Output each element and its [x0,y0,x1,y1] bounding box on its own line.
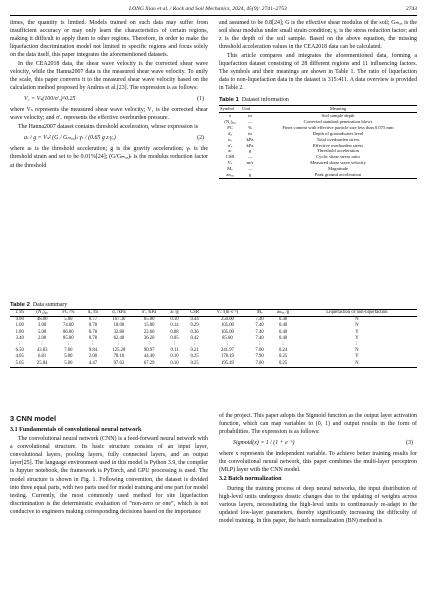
table-cell: N [355,323,359,329]
table-cell: 0.25 [190,360,199,366]
table-cell: 1.80 [15,329,24,335]
table-cell: 7.40 [255,317,264,323]
table-header: FC /% [62,310,75,315]
table-cell: 0.29 [190,323,199,329]
table-cell: Depth of groundwater level [312,130,364,136]
table-cell: m [248,130,252,136]
table-cell: 0.10 [170,360,179,366]
right-column [219,19,417,179]
table-cell: 2.00 [38,335,47,341]
table-cell: 74.00 [63,323,74,329]
table-cell: 2.00 [88,354,98,360]
table-cell: g [248,171,252,177]
paragraph: where Vₛ represents the measured shear wave velocity; V₁ is the corrected shear wave velocity; and σ′ᵥ represents the effective overburden pressure. [10,107,208,122]
table-cell: Total overburden stress [316,136,360,142]
table-row [219,125,417,131]
table-cell: 5.05 [15,360,24,366]
table-cell: 90.97 [143,348,155,354]
table-cell: 44.40 [143,354,155,360]
table-row [10,361,417,368]
running-header [10,6,417,12]
table-cell: 15.80 [143,323,155,329]
table-cell: 5.00 [64,317,73,323]
table-cell: 0.25 [190,354,199,360]
table-header: Symbol [220,106,235,112]
table-cell: m [248,113,252,119]
table-cell: 7.90 [255,354,264,360]
section-title: 3 CNN model [10,414,56,423]
table-cell: 6.50 [15,348,24,354]
table-cell: Effective overburden stress [312,142,364,148]
table-cell: 0.24 [278,348,288,354]
table-title: Dataset information [241,97,289,104]
table-cell: — [247,119,253,125]
table-cell: Cyclic shear stress ratio [316,154,360,160]
table-cell: 7.40 [255,335,264,341]
table-cell: Measured shear wave velocity [310,160,366,166]
table-cell: 4.05 [15,354,24,360]
table-cell: 4.47 [88,360,98,366]
equation-1 [10,95,208,103]
table-header: dₓ /m [88,310,98,315]
table-cell: ⋮ [90,342,96,348]
table-cell: Peak ground acceleration [314,171,362,177]
table-header: Unit [242,106,251,112]
table-cell: 241.97 [220,348,234,354]
table-cell: m/s [246,160,254,166]
table-cell: ⋮ [172,342,177,348]
table-cell: ⋮ [225,342,230,348]
equation-2 [10,134,208,142]
paragraph: where aₜ is the threshold acceleration; g is the gravity acceleration; γₜ is the threshold strain and set to be 0.01%[24]; (G/Gₘₐₓ)ₜ is the modulus reduction factor at the threshold [10,146,208,169]
table-cell: 105.00 [220,329,234,335]
table-cell: 178.19 [220,354,234,360]
table-cell: Magnitude [328,166,348,172]
table-cell: Fines content with effective particle size less than 0.075 mm [282,124,394,130]
page-number: 2743 [405,6,417,12]
table-cell: kPa [246,142,254,148]
subsection-title: 3.1 Fundamentals of convolutional neural network [10,427,142,434]
table-cell: 0.25 [278,354,288,360]
table-cell: 9.84 [88,348,98,354]
table-row [219,172,417,178]
table-2-block [10,302,417,368]
table-header: (N₁)₆₀ [36,310,48,315]
table-cell: 7.00 [64,348,73,354]
table-cell: 67.29 [143,360,155,366]
table-cell: — [247,154,253,160]
equation-text: Sigmoid(x) = 1 / (1 + e⁻ˣ) [233,440,295,447]
table-2-body [10,317,417,368]
paragraph: The convolutional neural network (CNN) is a feed-forward neural network with a convolutional structure. Its basic structure consists of an input layer, convolutional layers, pooling layers, fully connected layers, and an output layer[25]. The language environment used in this model is Python 3.9, the compiler is Jupyter notebook, the framework is PyTorch, and GPU processing is used. The model structure is shown in Fig. 1. Following convention, the dataset is divided into three equal parts, with two parts used for model training and one part for model testing. Currently, the most commonly used method for site liquefaction discrimination is the deterministic evaluation of “non-zero or one”, which is not conducive to engineers making corresponding decisions based on the importance [10,436,208,515]
table-cell: Y [355,335,359,341]
table-cell: 0.44 [190,317,199,323]
table-header: CSR [190,310,200,315]
header-journal: LONG Xiao et al. / Rock and Soil Mechanics, 2024, 45(9): 2741–2753 [128,6,287,12]
paragraph: During the training process of deep neural networks, the input distribution of high-level units undergoes drastic changes due to the updating of weights across various layers, necessitating the high-level units to continuously re-adapt to the updated low-layer parameters, thereby significantly increasing the difficulty of model training. In this paper, the batch normalization (BN) method is [219,485,417,524]
table-cell: 18.00 [113,323,125,329]
table-row [10,317,417,324]
table-cell: Corrected standard penetration blows [303,119,373,125]
table-header: aₘₐₓ /g [276,310,290,315]
table-cell: 0.40 [278,335,288,341]
table-cell: 25.84 [36,360,48,366]
table-cell: ⋮ [280,342,286,348]
table-cell: Mᵥ [227,166,233,172]
table-header: Liquefaction or non-liquefaction [326,310,388,315]
table-cell: CSR [225,154,235,160]
table-title: Data summary [32,302,68,308]
table-1-caption [219,96,417,104]
table-cell: (N₁)₆₀ [224,119,236,125]
table-header: aₜ /g [170,310,179,315]
table-cell: 125.28 [112,348,126,354]
table-cell: Y [355,354,359,360]
paragraph: of the project. This paper adopts the Sigmoid function as the output layer activation function, which can map variables to (0, 1) and output results in the form of probabilities. The expression is as follows: [219,413,417,436]
paragraph: This article compares and integrates the aforementioned data, forming a liquefaction dataset consisting of 28 different regions and 11 influencing factors. The symbols and their meanings are shown in Table 1. The ratio of liquefaction data to non-liquefaction data in the dataset is 315:411. A data overview is provided in Table 2. [219,53,417,92]
table-cell: ⋮ [65,342,71,348]
table-cell: ⋮ [17,342,23,348]
paragraph: where x represents the independent variable. To achieve better training results for the convolutional neural network, this paper combines the multi-layer perceptron (MLP) layer with the CNN model. [219,451,417,474]
table-2-header-row [10,310,417,317]
table-cell: 7.00 [255,360,264,366]
table-cell: Soil sample depth [321,113,355,119]
table-cell: 86.00 [63,329,74,335]
table-cell: 3.40 [15,335,24,341]
table-cell: σᵥ [228,136,232,142]
table-cell: 0.77 [88,317,98,323]
table-cell: 195.49 [220,360,234,366]
table-header: z /m [15,310,24,315]
equation-number: (2) [197,135,204,142]
table-cell: 0.40 [278,329,288,335]
table-cell: 78.16 [113,354,125,360]
table-cell: 5.00 [38,329,47,335]
table-cell: 0.36 [190,329,199,335]
table-cell: Threshold acceleration [317,148,359,154]
table-cell: ⋮ [257,342,262,348]
header-rule [10,15,417,16]
table-cell: 85.00 [143,317,155,323]
table-cell: 1.00 [15,323,24,329]
table-cell: ⋮ [39,342,45,348]
table-cell: 85.00 [222,335,233,341]
table-cell: 48.00 [36,317,48,323]
paragraph: times, the quantity is limited. Models trained on such data may suffer from insufficient accuracy or may only learn the characteristics of certain regions, making it difficult to apply them to other regions. Therefore, in order to make the liquefaction discrimination model not limited to specific regions and focus solely on the data itself, this paper integrates the aforementioned datasets. [10,20,208,59]
table-cell: Vₛ [227,160,233,166]
table-cell: 0.21 [190,348,199,354]
table-cell: % [248,124,252,130]
table-cell: 0.14 [170,323,179,329]
table-1-body [219,113,417,179]
equation-number: (3) [406,440,413,447]
table-header: Meaning [329,106,347,112]
table-cell: N [355,348,359,354]
table-cell: aₘₐₓ [226,171,234,177]
table-cell: 6.81 [38,354,47,360]
table-cell: N [355,317,359,323]
paragraph: In the CEA2018 data, the shear wave velocity is the corrected shear wave velocity, while the Hanna2007 data is the measured shear wave velocity. To unify the scale, this paper converts it to the measured shear wave velocity based on the calculation method proposed by Andrus et al.[23]. The expression is as follows: [10,61,208,92]
table-cell: 0.40 [278,317,288,323]
table-cell: 5.00 [64,354,73,360]
subsection-title: 3.2 Batch normalization [219,476,282,483]
table-cell: 0.78 [88,329,98,335]
table-cell: 0.11 [170,348,179,354]
table-cell: g [248,148,252,154]
table-header: σ′ᵥ /kPa [141,310,157,315]
table-cell: σ′ᵥ [227,142,233,148]
table-label: Table 2 [10,302,30,308]
table-cell: 85.00 [63,335,74,341]
table-cell: 0.40 [278,323,288,329]
table-cell: N [355,360,359,366]
paragraph: and assumed to be 0.8[24]; G is the effective shear modulus of the soil; Gₘₐₓ is the soil shear modulus under small strain condition; γₑ is the stress reduction factor; and z is the depth of the soil sample. Based on the above equation, the missing threshold acceleration values in the CEA2018 data can be calculated. [219,20,417,51]
table-cell: dₓ [228,130,232,136]
table-2 [10,309,417,368]
table-cell: 7.00 [255,348,264,354]
table-cell: ⋮ [116,342,122,348]
table-label: Table 1 [219,97,239,104]
table-cell: 0.08 [170,329,179,335]
table-cell: 167.30 [112,317,126,323]
table-cell: FC [227,124,233,130]
table-cell: 0.78 [88,335,98,341]
table-cell: 62.40 [113,335,125,341]
table-cell: 9.00 [15,317,24,323]
table-1 [219,105,417,179]
right-column-bottom [219,412,417,526]
table-cell: 3.00 [38,323,47,329]
table-cell: 32.80 [113,329,125,335]
table-cell: 0.42 [190,335,199,341]
paragraph: The Hanna2007 dataset contains threshold acceleration, whose expression is [18,124,199,131]
table-header: Mᵥ [256,310,263,315]
table-cell: 7.40 [255,323,264,329]
table-header: σᵥ /kPa [112,310,126,315]
left-column [10,19,208,171]
table-cell: 36.20 [143,335,155,341]
table-cell: — [247,166,253,172]
table-cell: 0.78 [88,323,98,329]
table-cell: Y [355,329,359,335]
table-cell: ⋮ [192,342,197,348]
table-cell: ⋮ [146,342,152,348]
equation-text: V₁ = Vₛ(100/σ′ᵥ)^0.25 [24,96,76,103]
equation-text: aₜ / g = Vₛ² (G / Gₘₐₓ)ₜ γₜ / (0.65 g z γₑ) [24,135,116,142]
table-cell: 22.60 [143,329,155,335]
table-header: Vₛ /(m·s⁻¹) [216,310,239,315]
table-cell: 250.00 [220,317,234,323]
table-2-caption [10,302,417,308]
table-cell: 5.00 [64,360,73,366]
table-cell: 0.05 [170,335,179,341]
table-cell: 0.10 [170,317,179,323]
equation-number: (1) [197,96,204,103]
left-column-bottom [10,410,208,517]
table-cell: 43.83 [36,348,48,354]
table-cell: 7.40 [255,329,264,335]
table-cell: 0.25 [278,360,288,366]
table-cell: kPa [246,136,254,142]
table-cell: z [228,113,232,119]
table-cell: ⋮ [354,342,360,348]
equation-3 [219,439,417,447]
table-cell: 0.10 [170,354,179,360]
table-cell: 105.00 [220,323,234,329]
table-cell: 97.63 [113,360,125,366]
table-cell: aₜ [228,148,232,154]
